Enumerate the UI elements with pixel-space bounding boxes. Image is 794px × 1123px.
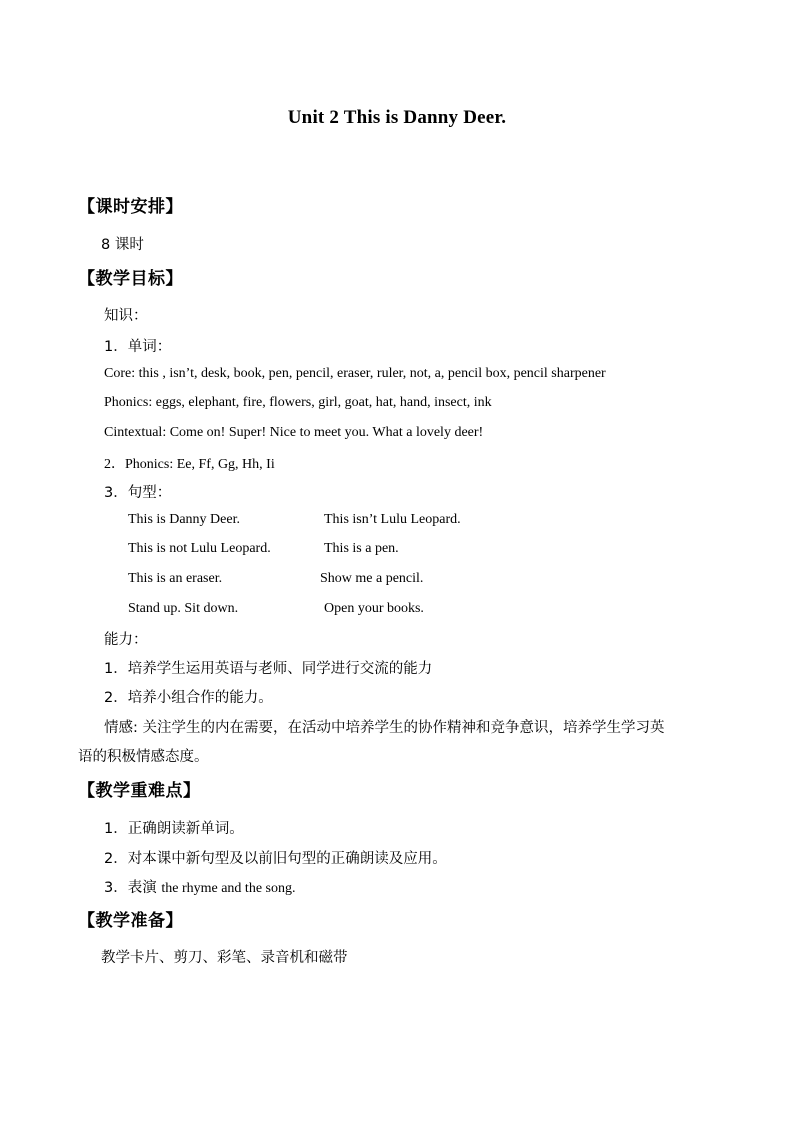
sentence-left: Stand up. Sit down. <box>128 601 239 616</box>
phonics-words: Phonics: eggs, elephant, fire, flowers, girl, goat, hat, hand, insect, ink <box>104 395 492 410</box>
key-point-1: 1．正确朗读新单词。 <box>104 821 244 837</box>
heading-preparation: 【教学准备】 <box>78 911 183 931</box>
sentence-left: This is not Lulu Leopard. <box>128 541 271 556</box>
ability-item-1: 1．培养学生运用英语与老师、同学进行交流的能力 <box>104 661 433 677</box>
phonics-letters: 2．Phonics: Ee, Ff, Gg, Hh, Ii <box>104 457 275 472</box>
key-point-3-en: the rhyme and the song. <box>161 881 296 896</box>
words-label: 1．单词： <box>104 339 172 355</box>
sentence-left: This is an eraser. <box>128 571 223 586</box>
ability-label: 能力： <box>104 632 148 648</box>
sentence-right: Open your books. <box>324 601 424 616</box>
sentence-right: This isn’t Lulu Leopard. <box>324 512 461 527</box>
heading-key-points: 【教学重难点】 <box>78 781 201 801</box>
sentence-patterns-label: 3．句型： <box>104 485 172 501</box>
key-point-3 <box>104 876 295 897</box>
heading-objectives: 【教学目标】 <box>78 269 183 289</box>
contextual-words: Cintextual: Come on! Super! Nice to meet you. What a lovely deer! <box>104 425 484 440</box>
preparation-content: 教学卡片、剪刀、彩笔、录音机和磁带 <box>101 950 348 966</box>
heading-schedule: 【课时安排】 <box>78 197 183 217</box>
emotion-line-1: 情感: 关注学生的内在需要，在活动中培养学生的协作精神和竞争意识，培养学生学习英 <box>104 720 665 736</box>
sentence-left: This is Danny Deer. <box>128 512 240 527</box>
ability-item-2: 2．培养小组合作的能力。 <box>104 690 273 706</box>
sentence-right: Show me a pencil. <box>320 571 424 586</box>
knowledge-label: 知识： <box>104 308 148 324</box>
schedule-content: 8 课时 <box>101 237 144 253</box>
key-point-3-cn: 3．表演 <box>104 880 162 896</box>
emotion-line-2: 语的积极情感态度。 <box>78 749 209 765</box>
key-point-2: 2．对本课中新句型及以前旧句型的正确朗读及应用。 <box>104 851 447 867</box>
page-title: Unit 2 This is Danny Deer. <box>287 107 507 128</box>
core-words: Core: this , isn’t, desk, book, pen, pencil, eraser, ruler, not, a, pencil box, pencil sharpener <box>104 366 606 381</box>
sentence-right: This is a pen. <box>324 541 399 556</box>
